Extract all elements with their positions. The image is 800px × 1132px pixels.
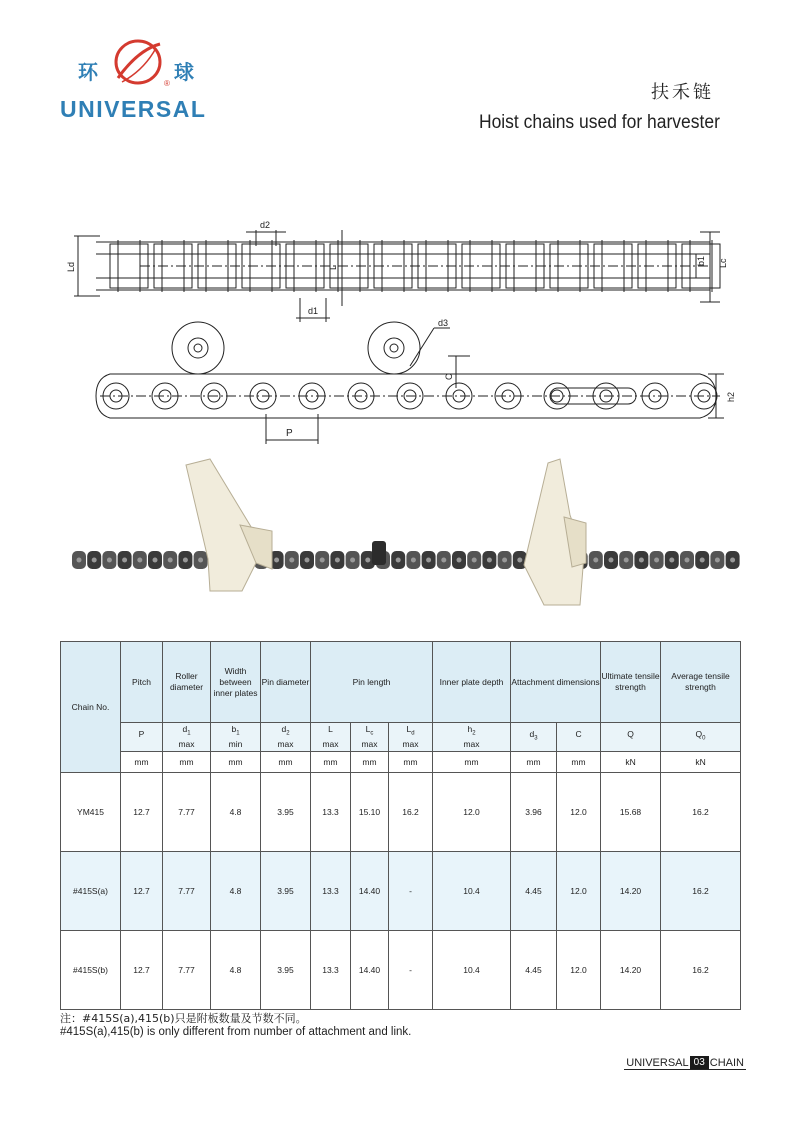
unit-cell: mm bbox=[351, 752, 389, 773]
table-cell: 7.77 bbox=[163, 852, 211, 931]
label-lc: Lc bbox=[718, 258, 728, 268]
table-cell: 3.95 bbox=[261, 773, 311, 852]
table-row bbox=[61, 852, 741, 931]
symbol-cell: $d_3$ bbox=[511, 723, 557, 752]
table-cell: 7.77 bbox=[163, 931, 211, 1010]
table-cell: 13.3 bbox=[311, 773, 351, 852]
unit-cell: mm bbox=[557, 752, 601, 773]
unit-cell: mm bbox=[311, 752, 351, 773]
symbol-cell: C bbox=[557, 723, 601, 752]
unit-cell: mm bbox=[163, 752, 211, 773]
unit-cell: mm bbox=[511, 752, 557, 773]
label-ld: Ld bbox=[66, 261, 76, 272]
table-cell: 10.4 bbox=[433, 852, 511, 931]
label-d1: d1 bbox=[308, 306, 319, 316]
chain-no-cell: #415S(a) bbox=[61, 852, 121, 931]
brand-name: UNIVERSAL bbox=[60, 96, 207, 122]
table-cell: 4.8 bbox=[211, 931, 261, 1010]
label-b1: b1 bbox=[696, 255, 706, 266]
table-cell: 3.96 bbox=[511, 773, 557, 852]
footer-rule bbox=[624, 1069, 746, 1070]
table-cell: 16.2 bbox=[661, 931, 741, 1010]
col-chain-no: Chain No. bbox=[61, 642, 121, 773]
spec-table bbox=[60, 641, 741, 1010]
col-width: Width between inner plates bbox=[211, 642, 261, 723]
logo-cn-right: 球 bbox=[174, 60, 194, 84]
col-roller: Roller diameter bbox=[163, 642, 211, 723]
table-cell: 12.0 bbox=[433, 773, 511, 852]
table-cell: 12.7 bbox=[121, 852, 163, 931]
page-number: 03 bbox=[690, 1056, 709, 1069]
footer bbox=[626, 1056, 744, 1069]
table-cell: 10.4 bbox=[433, 931, 511, 1010]
symbol-cell: P bbox=[121, 723, 163, 752]
unit-cell: mm bbox=[261, 752, 311, 773]
product-photo bbox=[60, 455, 750, 625]
table-row bbox=[61, 931, 741, 1010]
table-cell: 4.8 bbox=[211, 773, 261, 852]
chain-top-view-diagram bbox=[60, 210, 750, 330]
note-cn: 注：#415S(a),415(b)只是附板数量及节数不同。 bbox=[60, 1012, 307, 1025]
table-cell: 12.7 bbox=[121, 931, 163, 1010]
table-cell: 12.7 bbox=[121, 773, 163, 852]
note-en: #415S(a),415(b) is only different from number of attachment and link. bbox=[60, 1026, 412, 1038]
table-cell: 14.40 bbox=[351, 931, 389, 1010]
unit-cell: kN bbox=[601, 752, 661, 773]
table-cell: 16.2 bbox=[661, 852, 741, 931]
symbol-cell: $d_1$ max bbox=[163, 723, 211, 752]
col-pin-diameter: Pin diameter bbox=[261, 642, 311, 723]
symbol-cell: $L_d$ max bbox=[389, 723, 433, 752]
table-cell: 16.2 bbox=[389, 773, 433, 852]
col-ultimate: Ultimate tensile strength bbox=[601, 642, 661, 723]
footer-brand: UNIVERSAL bbox=[626, 1056, 689, 1069]
label-d2: d2 bbox=[260, 220, 271, 230]
table-cell: 12.0 bbox=[557, 852, 601, 931]
symbol-cell: $h_2$ max bbox=[433, 723, 511, 752]
table-cell: 14.20 bbox=[601, 852, 661, 931]
label-c: C bbox=[444, 373, 454, 380]
col-average: Average tensile strength bbox=[661, 642, 741, 723]
col-inner-plate: Inner plate depth bbox=[433, 642, 511, 723]
table-cell: - bbox=[389, 931, 433, 1010]
symbol-row bbox=[61, 723, 741, 752]
footer-chain: CHAIN bbox=[709, 1056, 744, 1069]
table-cell: 14.20 bbox=[601, 931, 661, 1010]
page-title-cn: 扶禾链 bbox=[651, 82, 714, 103]
unit-cell: kN bbox=[661, 752, 741, 773]
unit-cell: mm bbox=[121, 752, 163, 773]
table-cell: 13.3 bbox=[311, 931, 351, 1010]
col-attachment: Attachment dimensions bbox=[511, 642, 601, 723]
page-title-en: Hoist chains used for harvester bbox=[479, 112, 720, 133]
table-cell: 15.10 bbox=[351, 773, 389, 852]
label-p: P bbox=[286, 428, 293, 439]
unit-cell: mm bbox=[389, 752, 433, 773]
table-cell: 16.2 bbox=[661, 773, 741, 852]
symbol-cell: $d_2$ max bbox=[261, 723, 311, 752]
unit-cell: mm bbox=[433, 752, 511, 773]
table-cell: 12.0 bbox=[557, 931, 601, 1010]
col-pitch: Pitch bbox=[121, 642, 163, 723]
table-cell: 3.95 bbox=[261, 931, 311, 1010]
chain-side-view-diagram bbox=[60, 318, 750, 446]
table-cell: 4.45 bbox=[511, 931, 557, 1010]
symbol-cell: $Q_0$ bbox=[661, 723, 741, 752]
label-d3: d3 bbox=[438, 318, 449, 328]
chain-no-cell: YM415 bbox=[61, 773, 121, 852]
symbol-cell: Q bbox=[601, 723, 661, 752]
symbol-cell: $L_c$ max bbox=[351, 723, 389, 752]
table-cell: 15.68 bbox=[601, 773, 661, 852]
label-h2: h2 bbox=[726, 391, 736, 402]
table-cell: 14.40 bbox=[351, 852, 389, 931]
col-pin-length: Pin length bbox=[311, 642, 433, 723]
table-cell: - bbox=[389, 852, 433, 931]
table-cell: 3.95 bbox=[261, 852, 311, 931]
table-cell: 12.0 bbox=[557, 773, 601, 852]
logo-cn-left: 环 bbox=[78, 60, 98, 84]
symbol-cell: $b_1$ min bbox=[211, 723, 261, 752]
label-l: L bbox=[328, 264, 338, 270]
chain-no-cell: #415S(b) bbox=[61, 931, 121, 1010]
symbol-cell: L max bbox=[311, 723, 351, 752]
table-cell: 4.8 bbox=[211, 852, 261, 931]
table-cell: 13.3 bbox=[311, 852, 351, 931]
table-cell: 4.45 bbox=[511, 852, 557, 931]
table-cell: 7.77 bbox=[163, 773, 211, 852]
left-attachment bbox=[186, 459, 256, 591]
registered-mark: ® bbox=[164, 79, 170, 88]
table-row bbox=[61, 773, 741, 852]
unit-row bbox=[61, 752, 741, 773]
unit-cell: mm bbox=[211, 752, 261, 773]
universal-logo bbox=[60, 30, 220, 130]
